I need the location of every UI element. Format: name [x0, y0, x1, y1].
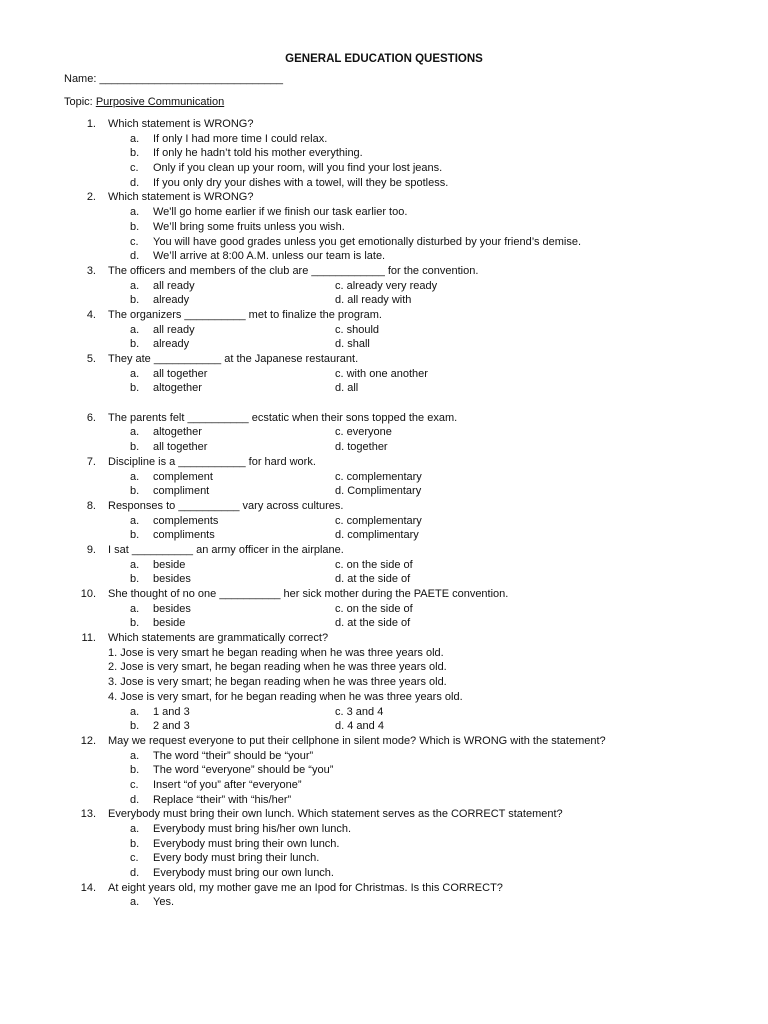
option-text: If only I had more time I could relax.: [153, 132, 328, 145]
question-11: [0, 631, 768, 734]
option-letter: b.: [130, 220, 140, 233]
answer-option-row: [0, 616, 768, 631]
option-text-right: c. with one another: [335, 367, 428, 380]
option-text: Everybody must bring our own lunch.: [153, 867, 334, 880]
question-line: [0, 881, 768, 896]
option-text: besides: [153, 602, 191, 615]
question-line: [0, 352, 768, 367]
option-text: beside: [153, 558, 186, 571]
answer-option: [0, 249, 768, 264]
statement-text: 4. Jose is very smart, for he began reading when he was three years old.: [108, 690, 463, 703]
question-7: [0, 455, 768, 499]
question-number: 6.: [86, 411, 96, 424]
answer-option-row: [0, 323, 768, 338]
question-text: Responses to __________ vary across cultures.: [108, 499, 344, 512]
option-letter: b.: [130, 147, 140, 160]
answer-option: [0, 763, 768, 778]
option-text: already: [153, 338, 190, 351]
answer-option-row: [0, 337, 768, 352]
answer-option: [0, 778, 768, 793]
option-text: We'll go home earlier if we finish our task earlier too.: [153, 206, 408, 219]
question-line: [0, 411, 768, 426]
option-letter: a.: [130, 602, 140, 615]
option-letter: d.: [130, 176, 140, 189]
option-letter: b.: [130, 529, 140, 542]
answer-option: [0, 161, 768, 176]
option-text: Only if you clean up your room, will you find your lost jeans.: [153, 162, 443, 175]
question-8: [0, 499, 768, 543]
question-line: [0, 190, 768, 205]
option-text-right: c. should: [335, 323, 380, 336]
statement-text: 3. Jose is very smart; he began reading when he was three years old.: [108, 676, 447, 689]
answer-option-row: [0, 602, 768, 617]
option-letter: a.: [130, 132, 140, 145]
answer-option: [0, 176, 768, 191]
answer-option: [0, 220, 768, 235]
option-letter: a.: [130, 470, 140, 483]
question-line: [0, 264, 768, 279]
option-text: beside: [153, 617, 186, 630]
option-letter: b.: [130, 338, 140, 351]
option-letter: b.: [130, 617, 140, 630]
answer-option: [0, 132, 768, 147]
option-text: Yes.: [153, 896, 175, 909]
question-number: 2.: [86, 191, 96, 204]
question-number: 1.: [86, 118, 96, 130]
option-letter: b.: [130, 764, 140, 777]
option-letter: b.: [130, 573, 140, 586]
answer-option: [0, 146, 768, 161]
question-number: 7.: [86, 455, 96, 468]
question-number: 14.: [80, 881, 96, 894]
option-letter: a.: [130, 749, 140, 762]
answer-option: [0, 866, 768, 881]
answer-option-row: [0, 528, 768, 543]
option-letter: a.: [130, 323, 140, 336]
option-text: The word “their” should be “your”: [153, 749, 314, 762]
option-text: The word “everyone” should be “you”: [153, 764, 334, 777]
statement-item: [0, 675, 768, 690]
question-number: 11.: [81, 632, 96, 645]
question-14: [0, 881, 768, 910]
document-title: GENERAL EDUCATION QUESTIONS: [285, 53, 483, 65]
option-text-right: d. all ready with: [335, 294, 412, 307]
option-text: besides: [153, 573, 191, 586]
question-line: [0, 308, 768, 323]
name-blank: ______________________________: [99, 73, 283, 85]
question-line: [0, 734, 768, 749]
name-label: Name:: [64, 73, 97, 85]
option-text: compliments: [153, 529, 215, 542]
option-text: altogether: [153, 426, 202, 439]
answer-option: [0, 205, 768, 220]
question-text: Which statement is WRONG?: [108, 191, 254, 204]
option-text: altogether: [153, 382, 202, 395]
option-letter: a.: [130, 823, 140, 835]
option-text: 2 and 3: [153, 720, 190, 733]
option-text-right: d. together: [335, 441, 388, 454]
option-letter: a.: [130, 514, 140, 527]
option-text-right: d. 4 and 4: [335, 720, 384, 733]
option-text: 1 and 3: [153, 705, 190, 718]
option-letter: c.: [130, 235, 139, 248]
option-letter: c.: [130, 778, 139, 791]
question-text: The officers and members of the club are ____________ for the convention.: [108, 264, 479, 277]
question-3: [0, 264, 768, 308]
answer-option-row: [0, 440, 768, 455]
answer-option: [0, 235, 768, 250]
option-text: You will have good grades unless you get emotionally disturbed by your friend’s demise.: [153, 235, 582, 248]
option-letter: c.: [130, 162, 139, 175]
option-text-right: d. at the side of: [335, 573, 411, 586]
option-text-right: d. Complimentary: [335, 485, 422, 498]
option-letter: a.: [130, 705, 140, 718]
statement-item: [0, 660, 768, 675]
option-letter: b.: [130, 441, 140, 454]
question-13: [0, 807, 768, 880]
question-text: Everybody must bring their own lunch. Which statement serves as the CORRECT statement?: [108, 808, 563, 821]
option-text-right: d. complimentary: [335, 529, 419, 542]
option-text-right: d. all: [335, 382, 359, 395]
answer-option: [0, 793, 768, 808]
question-list: [0, 117, 768, 910]
question-1: [0, 117, 768, 190]
question-number: 9.: [86, 543, 96, 556]
answer-option-row: [0, 293, 768, 308]
option-text: We’ll bring some fruits unless you wish.: [153, 220, 345, 233]
option-letter: b.: [130, 485, 140, 498]
option-letter: b.: [130, 837, 140, 850]
question-text: The organizers __________ met to finalize the program.: [108, 308, 382, 321]
option-letter: d.: [130, 793, 140, 806]
answer-option: [0, 822, 768, 837]
answer-option-row: [0, 484, 768, 499]
option-letter: a.: [130, 206, 140, 219]
question-number: 5.: [86, 353, 96, 365]
question-text: Discipline is a ___________ for hard work.: [108, 455, 316, 468]
answer-option-row: [0, 470, 768, 485]
answer-option-row: [0, 381, 768, 396]
option-letter: d.: [130, 867, 140, 880]
question-number: 10.: [80, 588, 96, 600]
statement-text: 1. Jose is very smart he began reading when he was three years old.: [108, 646, 444, 659]
answer-option: [0, 851, 768, 866]
answer-option-row: [0, 514, 768, 529]
option-text: Everybody must bring his/her own lunch.: [153, 823, 352, 835]
question-line: [0, 455, 768, 470]
option-text-right: c. on the side of: [335, 602, 413, 615]
option-text: compliment: [153, 485, 210, 498]
answer-option: [0, 837, 768, 852]
question-number: 4.: [86, 308, 96, 321]
answer-option: [0, 895, 768, 910]
answer-option-row: [0, 279, 768, 294]
question-12: [0, 734, 768, 807]
option-text-right: c. already very ready: [335, 279, 438, 292]
option-letter: b.: [130, 382, 140, 395]
question-text: At eight years old, my mother gave me an Ipod for Christmas. Is this CORRECT?: [108, 881, 503, 894]
option-text: complements: [153, 514, 219, 527]
answer-option-row: [0, 367, 768, 382]
option-text: Insert “of you” after “everyone”: [153, 778, 302, 791]
question-9: [0, 543, 768, 587]
question-text: I sat __________ an army officer in the airplane.: [108, 543, 344, 556]
option-text: Replace “their” with “his/her”: [153, 793, 292, 806]
option-letter: c.: [130, 852, 139, 865]
question-line: [0, 499, 768, 514]
question-number: 12.: [80, 734, 96, 747]
answer-option-row: [0, 572, 768, 587]
option-text: If only he hadn’t told his mother everything.: [153, 147, 363, 160]
statement-item: [0, 690, 768, 705]
option-text-right: c. complementary: [335, 514, 422, 527]
question-5: [0, 352, 768, 396]
option-text-right: d. shall: [335, 338, 370, 351]
option-text: already: [153, 294, 190, 307]
question-text: Which statement is WRONG?: [108, 118, 254, 130]
option-letter: a.: [130, 279, 140, 292]
option-text-right: c. 3 and 4: [335, 705, 384, 718]
option-letter: a.: [130, 558, 140, 571]
option-letter: a.: [130, 426, 140, 439]
question-number: 3.: [86, 264, 96, 277]
name-line: [64, 72, 283, 87]
question-number: 13.: [80, 808, 96, 821]
topic-value: Purposive Communication: [95, 96, 225, 108]
question-text: They ate ___________ at the Japanese restaurant.: [108, 353, 359, 365]
option-text: If you only dry your dishes with a towel, will they be spotless.: [153, 176, 449, 189]
answer-option-row: [0, 719, 768, 734]
question-text: Which statements are grammatically correct?: [108, 632, 329, 645]
question-line: [0, 631, 768, 646]
question-line: [0, 543, 768, 558]
statement-item: [0, 646, 768, 661]
option-text: all together: [153, 441, 208, 454]
question-4: [0, 308, 768, 352]
statement-text: 2. Jose is very smart, he began reading when he was three years old.: [108, 661, 447, 674]
question-text: The parents felt __________ ecstatic when their sons topped the exam.: [108, 411, 458, 424]
option-text: Everybody must bring their own lunch.: [153, 837, 340, 850]
option-text: all ready: [153, 279, 195, 292]
option-text: all ready: [153, 323, 195, 336]
option-letter: b.: [130, 720, 140, 733]
question-10: [0, 587, 768, 631]
question-text: She thought of no one __________ her sick mother during the PAETE convention.: [108, 588, 509, 600]
option-text: complement: [153, 470, 213, 483]
topic-label: Topic:: [64, 96, 93, 108]
option-text-right: c. on the side of: [335, 558, 413, 571]
answer-option-row: [0, 425, 768, 440]
option-text: Every body must bring their lunch.: [153, 852, 320, 865]
question-6: [0, 411, 768, 455]
answer-option-row: [0, 558, 768, 573]
question-line: [0, 807, 768, 822]
topic-line: [64, 95, 224, 110]
option-text: We’ll arrive at 8:00 A.M. unless our team is late.: [153, 250, 386, 263]
question-2: [0, 190, 768, 263]
question-line: [0, 117, 768, 132]
question-line: [0, 587, 768, 602]
option-text-right: d. at the side of: [335, 617, 411, 630]
question-number: 8.: [86, 499, 96, 512]
question-text: May we request everyone to put their cellphone in silent mode? Which is WRONG with the statement?: [108, 734, 606, 747]
option-letter: b.: [130, 294, 140, 307]
answer-option-row: [0, 705, 768, 720]
option-letter: d.: [130, 250, 140, 263]
option-text-right: c. everyone: [335, 426, 392, 439]
option-text-right: c. complementary: [335, 470, 422, 483]
option-text: all together: [153, 367, 208, 380]
option-letter: a.: [130, 896, 140, 909]
answer-option: [0, 749, 768, 764]
option-letter: a.: [130, 367, 140, 380]
